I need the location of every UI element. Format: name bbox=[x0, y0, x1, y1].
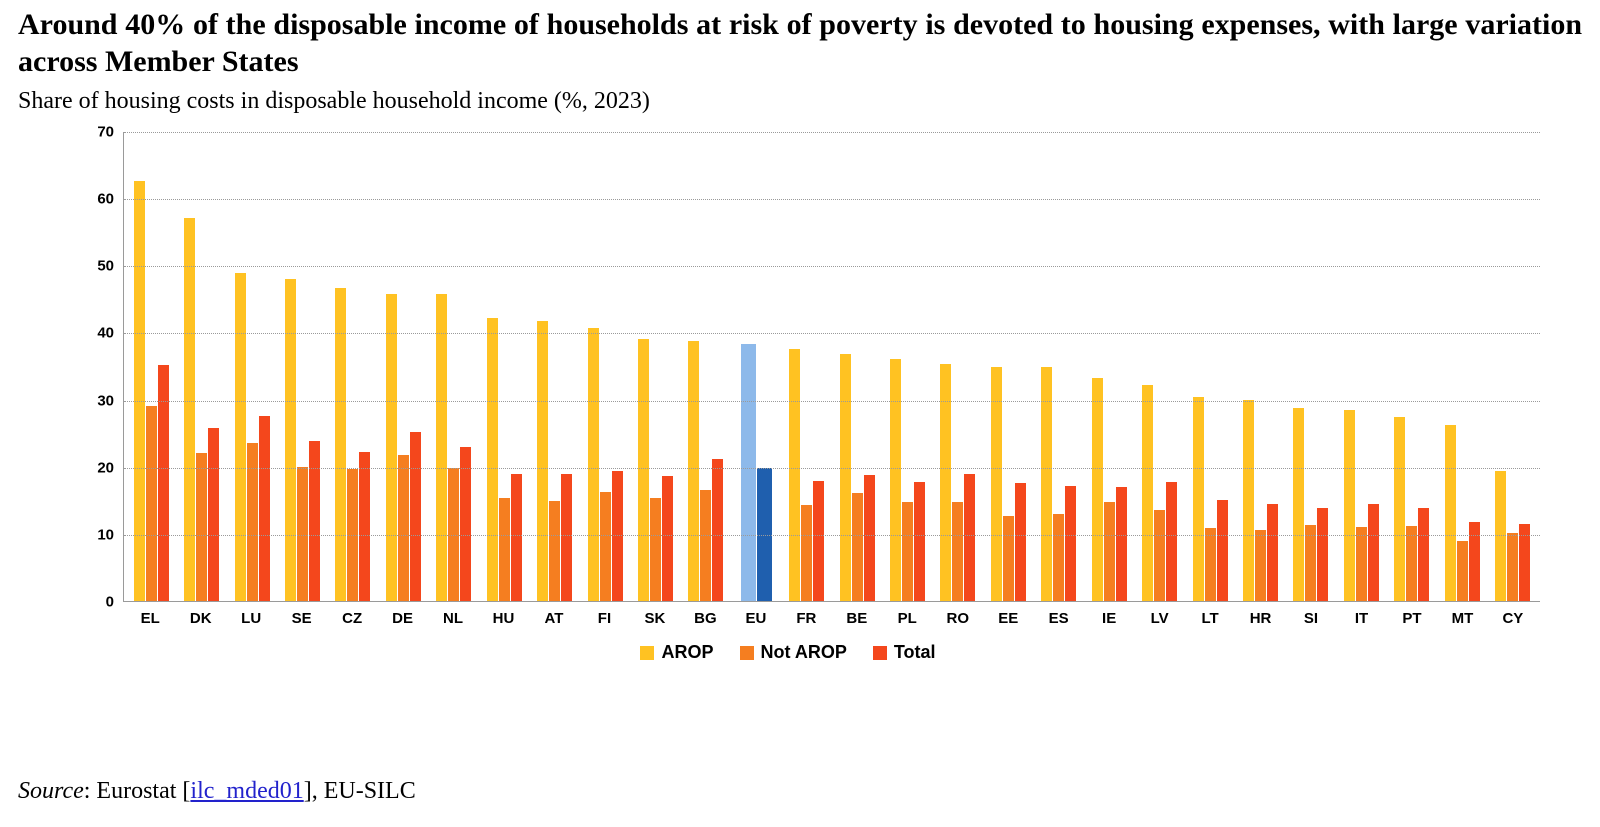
x-axis-tick-label: IT bbox=[1354, 610, 1369, 627]
bar-total bbox=[511, 474, 522, 601]
x-axis-tick-label: LV bbox=[1150, 610, 1169, 627]
bar-group bbox=[277, 132, 327, 601]
bar-group bbox=[933, 132, 983, 601]
bar-arop bbox=[436, 294, 447, 601]
bar-arop bbox=[1041, 367, 1052, 601]
bar-total bbox=[914, 482, 925, 602]
bar-group bbox=[781, 132, 831, 601]
gridline bbox=[124, 333, 1540, 334]
bar-not-arop bbox=[1053, 514, 1064, 601]
bar-total bbox=[1418, 508, 1429, 601]
bar-total bbox=[1116, 487, 1127, 601]
bar-group bbox=[126, 132, 176, 601]
bar-group bbox=[882, 132, 932, 601]
bar-group bbox=[681, 132, 731, 601]
source-suffix: ], EU-SILC bbox=[303, 778, 416, 804]
bar-total bbox=[1065, 486, 1076, 601]
source-prefix: Source bbox=[18, 778, 84, 804]
bar-not-arop bbox=[1003, 516, 1014, 601]
gridline bbox=[124, 535, 1540, 536]
bar-not-arop bbox=[852, 493, 863, 601]
x-axis-tick-label: RO bbox=[946, 610, 969, 627]
x-axis-tick-label: FI bbox=[597, 610, 612, 627]
bar-not-arop bbox=[952, 502, 963, 601]
x-axis-labels bbox=[123, 610, 1540, 627]
bar-not-arop bbox=[1154, 510, 1165, 601]
x-axis-tick-label: HU bbox=[492, 610, 515, 627]
legend-item[interactable] bbox=[873, 642, 936, 663]
bar-not-arop bbox=[1356, 527, 1367, 601]
bar-group bbox=[731, 132, 781, 601]
chart-legend bbox=[18, 642, 1558, 663]
bar-arop bbox=[1445, 425, 1456, 601]
legend-label: Total bbox=[893, 642, 936, 662]
bar-total bbox=[1368, 504, 1379, 601]
bar-arop bbox=[1092, 378, 1103, 601]
x-axis-tick-label: NL bbox=[443, 610, 464, 627]
bar-total bbox=[359, 452, 370, 601]
bar-total bbox=[1519, 524, 1530, 601]
gridline bbox=[124, 199, 1540, 200]
bar-arop bbox=[789, 349, 800, 601]
y-axis-tick-label: 50 bbox=[97, 257, 114, 275]
legend-item[interactable] bbox=[640, 642, 713, 663]
bar-not-arop bbox=[1255, 530, 1266, 601]
plot-area bbox=[97, 123, 1540, 611]
chart-container bbox=[18, 123, 1558, 662]
x-axis-tick-label: FR bbox=[796, 610, 817, 627]
bar-group bbox=[328, 132, 378, 601]
x-axis-tick-label: LT bbox=[1201, 610, 1219, 627]
gridline bbox=[124, 468, 1540, 469]
chart-subtitle: Share of housing costs in disposable household income (%, 2023) bbox=[18, 88, 650, 114]
bar-group bbox=[1487, 132, 1537, 601]
bar-arop bbox=[184, 218, 195, 601]
bar-total bbox=[1317, 508, 1328, 601]
bar-total bbox=[1217, 500, 1228, 601]
y-axis-tick-label: 30 bbox=[97, 392, 114, 410]
x-axis-tick-label: SE bbox=[291, 610, 312, 627]
bar-total bbox=[259, 416, 270, 601]
y-axis-tick-label: 70 bbox=[97, 123, 114, 141]
bar-not-arop bbox=[196, 453, 207, 601]
bar-group bbox=[630, 132, 680, 601]
bar-total bbox=[1267, 504, 1278, 601]
bar-not-arop bbox=[146, 406, 157, 601]
bar-group bbox=[1286, 132, 1336, 601]
page-title: Around 40% of the disposable income of households at risk of poverty is devoted to housing expenses, with large variation across Member States bbox=[18, 8, 1582, 78]
bar-group bbox=[529, 132, 579, 601]
x-axis-tick-label: DE bbox=[392, 610, 413, 627]
x-axis-tick-label: IE bbox=[1102, 610, 1117, 627]
legend-swatch bbox=[640, 646, 654, 660]
bar-arop bbox=[235, 273, 246, 601]
source-colon: : Eurostat [ bbox=[83, 778, 191, 804]
bar-arop bbox=[537, 321, 548, 601]
bar-arop bbox=[1243, 400, 1254, 601]
bar-total bbox=[1015, 483, 1026, 601]
legend-swatch bbox=[740, 646, 754, 660]
bar-not-arop bbox=[398, 455, 409, 601]
bar-not-arop bbox=[1305, 525, 1316, 601]
bar-group bbox=[479, 132, 529, 601]
bar-total bbox=[309, 441, 320, 601]
bar-arop bbox=[1293, 408, 1304, 601]
bar-group bbox=[429, 132, 479, 601]
source-link[interactable]: ilc_mded01 bbox=[190, 778, 304, 804]
bar-not-arop bbox=[650, 498, 661, 601]
bar-not-arop bbox=[801, 505, 812, 601]
bar-group bbox=[1387, 132, 1437, 601]
bar-total bbox=[208, 428, 219, 601]
legend-label: AROP bbox=[661, 642, 714, 662]
x-axis-tick-label: BE bbox=[846, 610, 868, 627]
bar-arop bbox=[991, 367, 1002, 601]
x-axis-tick-label: MT bbox=[1451, 610, 1474, 627]
y-axis-tick-label: 0 bbox=[105, 593, 114, 611]
bar-not-arop bbox=[1457, 541, 1468, 601]
bar-total bbox=[1166, 482, 1177, 602]
x-axis-tick-label: EU bbox=[745, 610, 767, 627]
y-axis-tick-label: 10 bbox=[97, 526, 114, 544]
bar-arop bbox=[1495, 471, 1506, 601]
bar-arop bbox=[890, 359, 901, 601]
y-axis-tick-label: 20 bbox=[97, 459, 114, 477]
gridline bbox=[124, 401, 1540, 402]
bar-group bbox=[580, 132, 630, 601]
bar-not-arop bbox=[600, 492, 611, 601]
bar-group bbox=[227, 132, 277, 601]
legend-item[interactable] bbox=[740, 642, 847, 663]
bar-group bbox=[832, 132, 882, 601]
y-axis-tick-label: 60 bbox=[97, 190, 114, 208]
bar-group bbox=[378, 132, 428, 601]
gridline bbox=[124, 132, 1540, 133]
legend-swatch bbox=[873, 646, 887, 660]
gridline bbox=[124, 266, 1540, 267]
bar-arop bbox=[1344, 410, 1355, 601]
bar-arop bbox=[940, 364, 951, 601]
x-axis-tick-label: EE bbox=[998, 610, 1019, 627]
bar-total bbox=[1469, 522, 1480, 601]
bar-arop bbox=[688, 341, 699, 601]
x-axis-tick-label: SK bbox=[644, 610, 666, 627]
bar-group bbox=[1034, 132, 1084, 601]
bar-group bbox=[176, 132, 226, 601]
bar-not-arop bbox=[549, 501, 560, 601]
legend-label: Not AROP bbox=[760, 642, 847, 662]
bar-arop bbox=[1394, 417, 1405, 601]
x-axis-tick-label: AT bbox=[544, 610, 564, 627]
bar-total bbox=[410, 432, 421, 601]
bar-group bbox=[1084, 132, 1134, 601]
x-axis-tick-label: CY bbox=[1502, 610, 1524, 627]
x-axis-tick-label: EL bbox=[140, 610, 160, 627]
x-axis-tick-label: HR bbox=[1249, 610, 1272, 627]
x-axis-tick-label: PL bbox=[897, 610, 917, 627]
bar-arop bbox=[134, 181, 145, 601]
bar-arop bbox=[588, 328, 599, 601]
source-note bbox=[18, 778, 416, 805]
plot-wrapper bbox=[18, 123, 1558, 611]
x-axis-tick-label: SI bbox=[1303, 610, 1319, 627]
bar-not-arop bbox=[1205, 528, 1216, 601]
bar-group bbox=[1185, 132, 1235, 601]
bar-total bbox=[561, 474, 572, 601]
bar-group bbox=[1336, 132, 1386, 601]
bar-arop bbox=[840, 354, 851, 601]
bar-not-arop bbox=[902, 502, 913, 601]
bar-total bbox=[612, 471, 623, 601]
bar-not-arop bbox=[499, 498, 510, 601]
bar-arop bbox=[741, 344, 756, 601]
x-axis-tick-label: LU bbox=[241, 610, 262, 627]
bar-total bbox=[460, 447, 471, 601]
x-axis-tick-label: DK bbox=[189, 610, 212, 627]
bar-group bbox=[1134, 132, 1184, 601]
bar-arop bbox=[335, 288, 346, 601]
bar-not-arop bbox=[1507, 533, 1518, 601]
x-axis-tick-label: CZ bbox=[342, 610, 363, 627]
bar-group bbox=[1437, 132, 1487, 601]
bar-arop bbox=[487, 318, 498, 601]
bar-not-arop bbox=[700, 490, 711, 601]
bar-not-arop bbox=[1104, 502, 1115, 601]
bar-group bbox=[983, 132, 1033, 601]
bar-arop bbox=[285, 279, 296, 601]
bar-total bbox=[864, 475, 875, 601]
x-axis-tick-label: ES bbox=[1048, 610, 1069, 627]
bar-arop bbox=[1193, 397, 1204, 601]
x-axis-tick-label: PT bbox=[1402, 610, 1422, 627]
bar-total bbox=[712, 459, 723, 601]
y-axis-tick-label: 40 bbox=[97, 324, 114, 342]
bar-not-arop bbox=[1406, 526, 1417, 601]
bar-arop bbox=[638, 339, 649, 601]
bar-total bbox=[662, 476, 673, 601]
bar-groups bbox=[124, 132, 1540, 601]
x-axis-tick-label: BG bbox=[694, 610, 717, 627]
bar-total bbox=[813, 481, 824, 601]
bar-group bbox=[1235, 132, 1285, 601]
bar-arop bbox=[1142, 385, 1153, 601]
bar-total bbox=[964, 474, 975, 601]
bar-arop bbox=[386, 294, 397, 601]
